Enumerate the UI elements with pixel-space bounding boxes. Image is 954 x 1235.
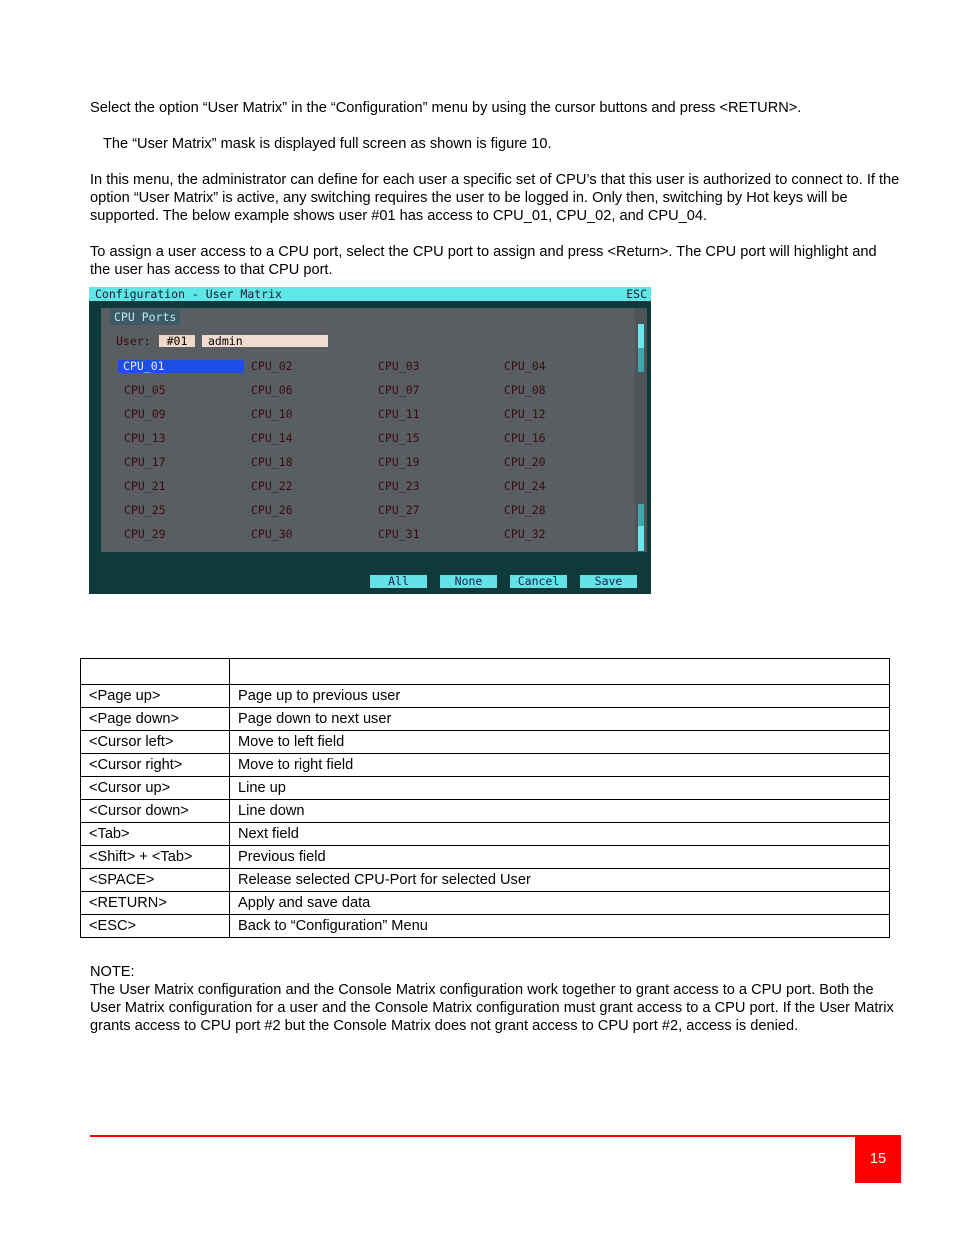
cpu-port-item[interactable]: CPU_29 — [124, 527, 166, 541]
cpu-port-item[interactable]: CPU_09 — [124, 407, 166, 421]
cpu-port-item[interactable]: CPU_21 — [124, 479, 166, 493]
table-row — [81, 685, 890, 708]
table-row — [81, 777, 890, 800]
cpu-port-item[interactable]: CPU_20 — [504, 455, 546, 469]
key-cell: <Cursor up> — [81, 777, 230, 800]
esc-label[interactable]: ESC — [626, 287, 647, 301]
key-cell: <ESC> — [81, 915, 230, 938]
user-name-field[interactable]: admin — [202, 335, 328, 347]
cpu-port-item[interactable]: CPU_26 — [251, 503, 293, 517]
scrollbar-track-top[interactable] — [638, 348, 644, 372]
description-paragraph: In this menu, the administrator can define for each user a specific set of CPU’s that this user is authorized to connect to. If the option “User Matrix” is active, any switching requires the user to be logged in. Only then, switching by Hot keys will be supported. The below example shows user #01 has access to CPU_01, CPU_02, and CPU_04. — [90, 172, 900, 224]
key-cell: <Page down> — [81, 708, 230, 731]
table-row — [81, 892, 890, 915]
description-cell: Line down — [230, 800, 890, 823]
scrollbar-top[interactable] — [638, 324, 644, 348]
header-cell — [81, 659, 230, 685]
note-text: The User Matrix configuration and the Console Matrix configuration work together to grant access to a CPU port. Both the User Matrix configuration for a user and the Console Matrix configuration must grant access to a CPU port. If the User Matrix grants access to CPU port #2 but the Console Matrix does not grant access to CPU port #2, access is denied. — [90, 982, 894, 1034]
user-label: User: — [116, 334, 151, 348]
all-button[interactable]: All — [370, 575, 427, 588]
table-row — [81, 754, 890, 777]
cpu-port-item[interactable]: CPU_28 — [504, 503, 546, 517]
cpu-port-item[interactable]: CPU_25 — [124, 503, 166, 517]
key-cell: <SPACE> — [81, 869, 230, 892]
key-cell: <Shift> + <Tab> — [81, 846, 230, 869]
cpu-port-item[interactable]: CPU_04 — [504, 359, 546, 373]
scrollbar-bottom[interactable] — [638, 526, 644, 551]
cpu-port-item[interactable]: CPU_27 — [378, 503, 420, 517]
scrollbar-track-bottom[interactable] — [638, 504, 644, 526]
cpu-port-item[interactable]: CPU_23 — [378, 479, 420, 493]
cpu-port-item[interactable]: CPU_32 — [504, 527, 546, 541]
cpu-port-item[interactable]: CPU_14 — [251, 431, 293, 445]
screen-title-bar — [89, 287, 651, 301]
description-cell: Move to right field — [230, 754, 890, 777]
cpu-port-item[interactable]: CPU_17 — [124, 455, 166, 469]
screen-title: Configuration - User Matrix — [95, 287, 282, 301]
description-cell: Page down to next user — [230, 708, 890, 731]
cpu-port-item[interactable]: CPU_02 — [251, 359, 293, 373]
cpu-port-item[interactable]: CPU_30 — [251, 527, 293, 541]
cpu-port-item[interactable]: CPU_22 — [251, 479, 293, 493]
description-cell: Release selected CPU-Port for selected User — [230, 869, 890, 892]
cpu-port-item[interactable]: CPU_11 — [378, 407, 420, 421]
table-row — [81, 731, 890, 754]
cpu-port-item[interactable]: CPU_31 — [378, 527, 420, 541]
table-row — [81, 915, 890, 938]
tab-cpu-ports[interactable]: CPU Ports — [110, 309, 180, 325]
table-row — [81, 869, 890, 892]
none-button[interactable]: None — [440, 575, 497, 588]
key-cell: <Tab> — [81, 823, 230, 846]
user-number-field[interactable]: #01 — [159, 335, 195, 347]
cpu-port-item[interactable]: CPU_24 — [504, 479, 546, 493]
note-label: NOTE: — [90, 964, 135, 980]
user-matrix-screenshot — [89, 287, 651, 594]
table-row — [81, 846, 890, 869]
cpu-port-item[interactable]: CPU_19 — [378, 455, 420, 469]
description-cell: Apply and save data — [230, 892, 890, 915]
key-cell: <Page up> — [81, 685, 230, 708]
key-cell: <Cursor right> — [81, 754, 230, 777]
cpu-port-item[interactable]: CPU_12 — [504, 407, 546, 421]
save-button[interactable]: Save — [580, 575, 637, 588]
header-cell — [230, 659, 890, 685]
cpu-port-item[interactable]: CPU_05 — [124, 383, 166, 397]
description-cell: Page up to previous user — [230, 685, 890, 708]
cpu-port-item[interactable]: CPU_08 — [504, 383, 546, 397]
cancel-button[interactable]: Cancel — [510, 575, 567, 588]
key-table — [80, 658, 890, 938]
cpu-port-item[interactable]: CPU_13 — [124, 431, 166, 445]
key-cell: <Cursor down> — [81, 800, 230, 823]
page-number: 15 — [855, 1135, 901, 1183]
assign-paragraph: To assign a user access to a CPU port, select the CPU port to assign and press <Return>. The CPU port will highlight and the user has access to that CPU port. — [90, 244, 877, 278]
cpu-ports-panel — [101, 308, 647, 552]
cpu-port-item[interactable]: CPU_18 — [251, 455, 293, 469]
cpu-port-item[interactable]: CPU_10 — [251, 407, 293, 421]
mask-paragraph: The “User Matrix” mask is displayed full screen as shown is figure 10. — [103, 136, 552, 152]
cpu-port-item[interactable]: CPU_01 — [118, 360, 244, 373]
description-cell: Line up — [230, 777, 890, 800]
intro-paragraph: Select the option “User Matrix” in the “Configuration” menu by using the cursor buttons and press <RETURN>. — [90, 100, 802, 116]
table-row — [81, 708, 890, 731]
key-cell: <Cursor left> — [81, 731, 230, 754]
description-cell: Back to “Configuration” Menu — [230, 915, 890, 938]
cpu-port-item[interactable]: CPU_03 — [378, 359, 420, 373]
cpu-port-item[interactable]: CPU_07 — [378, 383, 420, 397]
footer-rule — [90, 1135, 855, 1137]
table-row — [81, 800, 890, 823]
cpu-port-item[interactable]: CPU_16 — [504, 431, 546, 445]
cpu-port-item[interactable]: CPU_15 — [378, 431, 420, 445]
description-cell: Previous field — [230, 846, 890, 869]
table-row — [81, 823, 890, 846]
description-cell: Move to left field — [230, 731, 890, 754]
description-cell: Next field — [230, 823, 890, 846]
key-cell: <RETURN> — [81, 892, 230, 915]
table-header-row — [81, 659, 890, 685]
cpu-port-item[interactable]: CPU_06 — [251, 383, 293, 397]
